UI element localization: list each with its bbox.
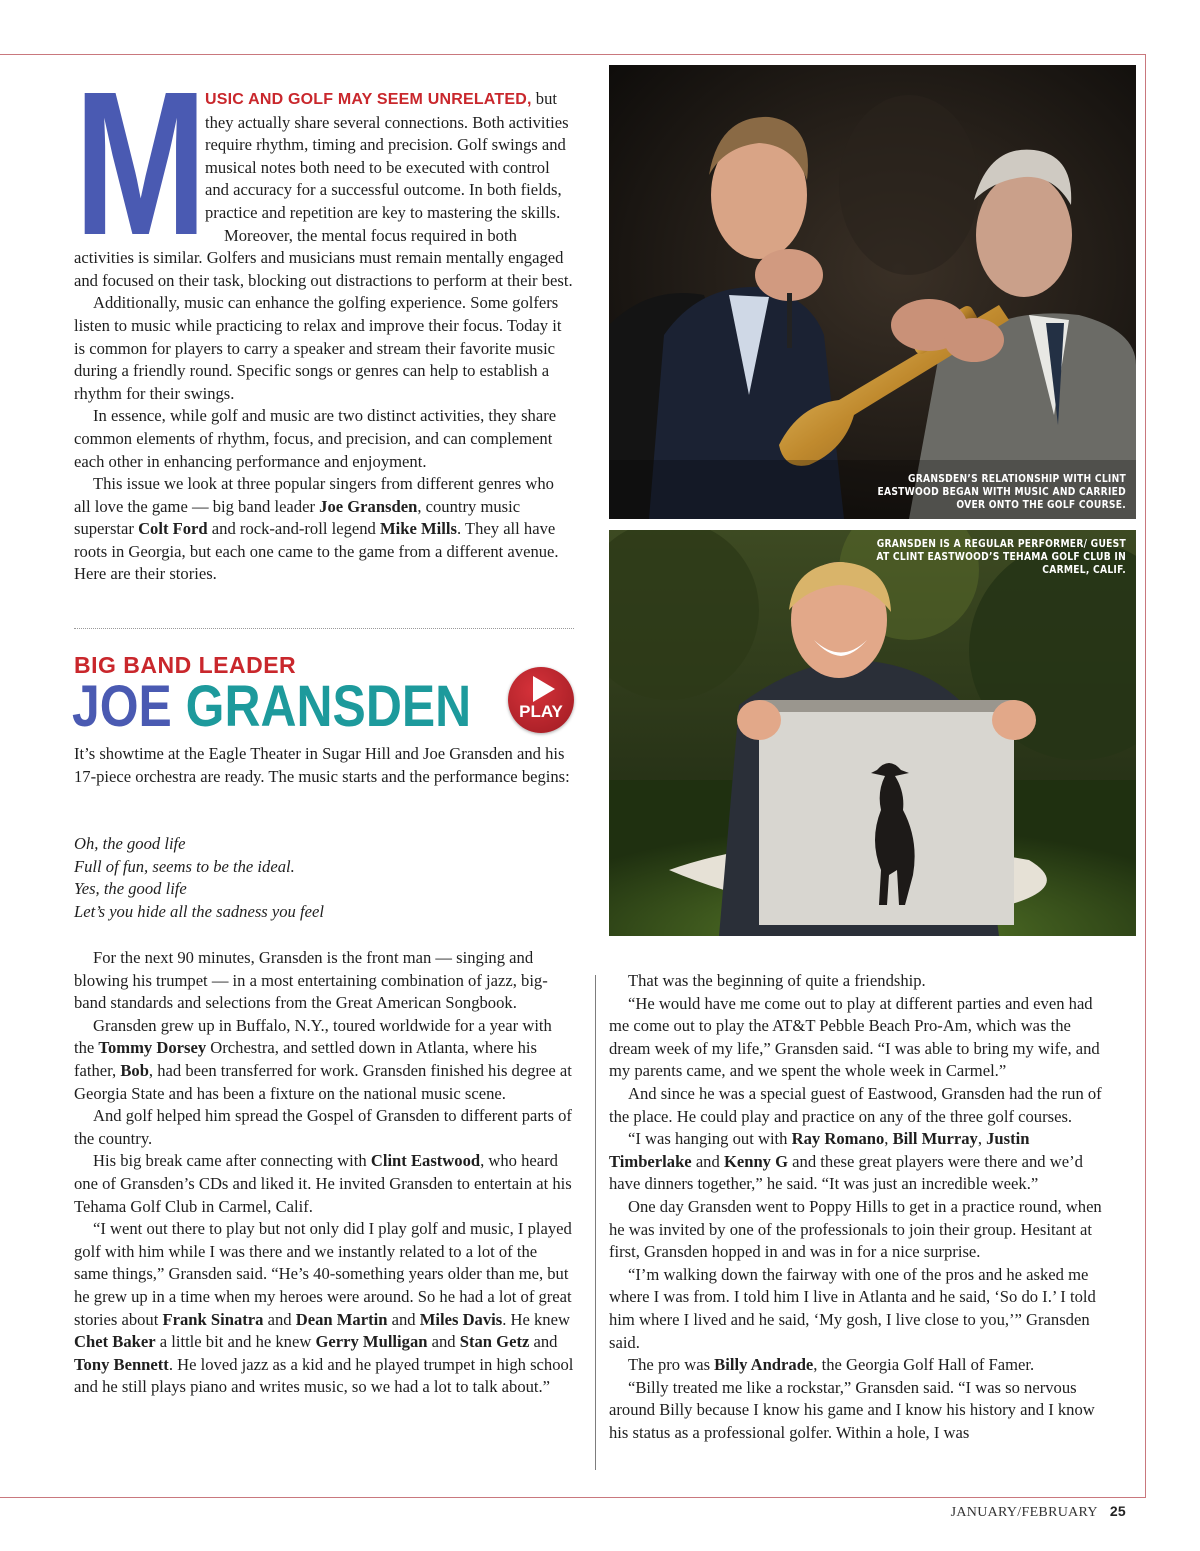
intro-paragraph-5 (74, 473, 574, 586)
body-column-right (609, 970, 1109, 1444)
name-bold: Tommy Dorsey (98, 1038, 207, 1058)
play-button[interactable] (508, 667, 574, 733)
play-button-label: PLAY (519, 702, 563, 721)
name-bold: Bill Murray (892, 1129, 978, 1149)
page-frame-right (1145, 54, 1146, 1498)
dropcap: M (74, 49, 201, 278)
name-bold: Bob (120, 1060, 149, 1080)
lyric-line: Let’s you hide all the sadness you feel (74, 901, 324, 921)
play-icon (533, 676, 555, 702)
name-mike-mills: Mike Mills (379, 519, 457, 539)
body-text: and these great players were there and we’d have dinners together,” he said. “It was just an incredible week.” (609, 1151, 1083, 1194)
name-bold: Justin Timberlake (609, 1129, 1030, 1171)
body-text: and (387, 1309, 420, 1329)
body-paragraph (74, 1218, 574, 1399)
body-paragraph (74, 1150, 574, 1218)
name-bold: Kenny G (723, 1151, 789, 1171)
name-bold: Tony Bennett (74, 1354, 169, 1374)
intro-lead: USIC AND GOLF MAY SEEM UNRELATED, (205, 91, 532, 108)
intro-text: but they actually share several connections. Both activities require rhythm, timing and precision. Golf swings and musical notes both need to be executed with control and accuracy for a successful outcome. In both fields, practice and repetition are key to mastering the skills. (205, 89, 569, 222)
body-paragraph: One day Gransden went to Poppy Hills to get in a practice round, when he was invited by one of the professionals to join their group. Hesitant at first, Gransden hopped in and was in for a nice surprise. (609, 1196, 1102, 1262)
page-number: 25 (1109, 1503, 1126, 1519)
body-text: . He knew (502, 1309, 570, 1329)
lyric-line: Oh, the good life (74, 834, 186, 853)
intro-paragraph-2: Moreover, the mental focus required in both activities is similar. Golfers and musicians must remain mentally engaged and focused on their task, blocking out distractions to perform at their best. (74, 225, 573, 290)
opening-text: It’s showtime at the Eagle Theater in Sugar Hill and Joe Gransden and his 17-piece orchestra are ready. The music starts and the performance begins: (74, 744, 570, 786)
name-bold: Stan Getz (459, 1332, 530, 1352)
opening-paragraph (74, 743, 574, 788)
body-text: The pro was (628, 1355, 715, 1375)
name-bold: Ray Romano (791, 1129, 885, 1149)
body-column-left (74, 947, 574, 1399)
body-text: , (884, 1129, 893, 1149)
body-paragraph: That was the beginning of quite a friendship. (628, 971, 926, 990)
photo-caption: GRANSDEN’S RELATIONSHIP WITH CLINT EASTWOOD BEGAN WITH MUSIC AND CARRIED OVER ONTO THE GOLF COURSE. (877, 473, 1126, 511)
name-bold: Dean Martin (295, 1309, 388, 1329)
name-bold: Miles Davis (419, 1309, 503, 1329)
body-text: a little bit and he knew (155, 1332, 316, 1352)
intro-paragraph-4: In essence, while golf and music are two distinct activities, they share common elements of rhythm, focus, and precision, and can complement each other in enhancing performance and enjoyment. (74, 406, 557, 471)
photo-illustration (609, 65, 1136, 519)
name-bold: Frank Sinatra (162, 1309, 264, 1329)
intro-text: . They all have roots in Georgia, but each one came to the game from a different avenue. Here are their stories. (74, 519, 559, 584)
body-text: , (977, 1129, 987, 1149)
photo-gransden-eastwood-music (609, 65, 1136, 519)
body-text: Orchestra, and settled down in Atlanta, where his father, (74, 1038, 537, 1080)
body-text: . He loved jazz as a kid and he played trumpet in high school and he still plays piano and writes music, so we had a lot to talk about.” (74, 1354, 574, 1397)
lyric-line: Yes, the good life (74, 879, 187, 899)
section-headline (72, 676, 471, 738)
body-paragraph: “Billy treated me like a rockstar,” Gransden said. “I was so nervous around Billy because I know his game and I know his history and I know his status as a professional golfer. Within a hole, I was (609, 1377, 1095, 1442)
name-joe-gransden: Joe Gransden (319, 496, 418, 516)
headline-last-name: GRANSDEN (185, 674, 472, 739)
body-paragraph (74, 1015, 574, 1105)
body-text: and (529, 1332, 558, 1352)
body-paragraph: “He would have me come out to play at different parties and even had me come out to play the AT&T Pebble Beach Pro-Am, which was the dream week of my life,” Gransden said. “I was able to bring my wife, and my parents came, and we spent the whole week in Carmel.” (609, 993, 1100, 1081)
lyrics-block (74, 833, 574, 923)
column-rule (595, 975, 596, 1470)
body-text: “I was hanging out with (628, 1129, 792, 1149)
name-bold: Gerry Mulligan (315, 1332, 428, 1352)
name-bold: Chet Baker (74, 1332, 156, 1352)
name-bold: Clint Eastwood (370, 1151, 481, 1171)
body-paragraph: For the next 90 minutes, Gransden is the front man — singing and blowing his trumpet — in a most entertaining combination of jazz, big-band standards and selections from the Great American Songbook. (74, 948, 548, 1013)
intro-text: , country music superstar (74, 496, 521, 539)
body-text: Gransden grew up in Buffalo, N.Y., toured worldwide for a year with the (74, 1015, 552, 1058)
section-divider (74, 628, 574, 629)
body-text: “I went out there to play but not only did I play golf and music, I played golf with him while I was there and we instantly related to a lot of the same things,” Gransden said. “He’s 40-something years older than me, but he grew up in a time when my heroes were around. So he had a lot of great stories about (74, 1219, 572, 1329)
body-paragraph: “I’m walking down the fairway with one of the pros and he asked me where I was from. I told him I live in Atlanta and he said, ‘So do I.’ I told him where I lived and he said, ‘My gosh, I live close to you,’” Gransden said. (609, 1264, 1096, 1352)
body-text: His big break came after connecting with (93, 1151, 371, 1171)
name-colt-ford: Colt Ford (138, 519, 208, 539)
body-paragraph (609, 1354, 1109, 1377)
body-text: , had been transferred for work. Gransden finished his degree at Georgia State and has been a fixture on the national music scene. (74, 1060, 572, 1103)
photo-caption: GRANSDEN IS A REGULAR PERFORMER/ GUEST AT CLINT EASTWOOD’S TEHAMA GOLF CLUB IN CARMEL, CALIF. (876, 538, 1126, 576)
photo-illustration (609, 530, 1136, 936)
body-text: and (263, 1309, 296, 1329)
body-paragraph (609, 1128, 1109, 1196)
body-text: , the Georgia Golf Hall of Famer. (813, 1355, 1035, 1375)
body-text: , who heard one of Gransden’s CDs and liked it. He invited Gransden to entertain at his Tehama Golf Club in Carmel, Calif. (74, 1151, 572, 1216)
section-kicker: BIG BAND LEADER (74, 652, 297, 678)
page-footer (900, 1503, 1126, 1521)
intro-text: This issue we look at three popular singers from different genres who all love the game — big band leader (74, 474, 554, 516)
lyric-line: Full of fun, seems to be the ideal. (74, 856, 295, 876)
body-paragraph: And since he was a special guest of Eastwood, Gransden had the run of the place. He could play and practice on any of the three golf courses. (609, 1083, 1102, 1126)
body-paragraph: And golf helped him spread the Gospel of Gransden to different parts of the country. (74, 1106, 572, 1148)
photo-gransden-towel (609, 530, 1136, 936)
name-bold: Billy Andrade (714, 1355, 814, 1375)
issue-label: JANUARY/FEBRUARY (950, 1505, 1098, 1520)
intro-text: and rock-and-roll legend (207, 519, 380, 539)
body-text: and (427, 1332, 460, 1352)
headline-first-name: JOE (72, 674, 172, 739)
page-frame-bottom (0, 1497, 1146, 1498)
intro-paragraph-3: Additionally, music can enhance the golfing experience. Some golfers listen to music while practicing to relax and improve their focus. Today it is common for players to carry a speaker and stream their favorite music during a friendly round. Specific songs or genres can help to establish a rhythm for their swings. (74, 293, 562, 403)
body-text: and (691, 1151, 724, 1171)
